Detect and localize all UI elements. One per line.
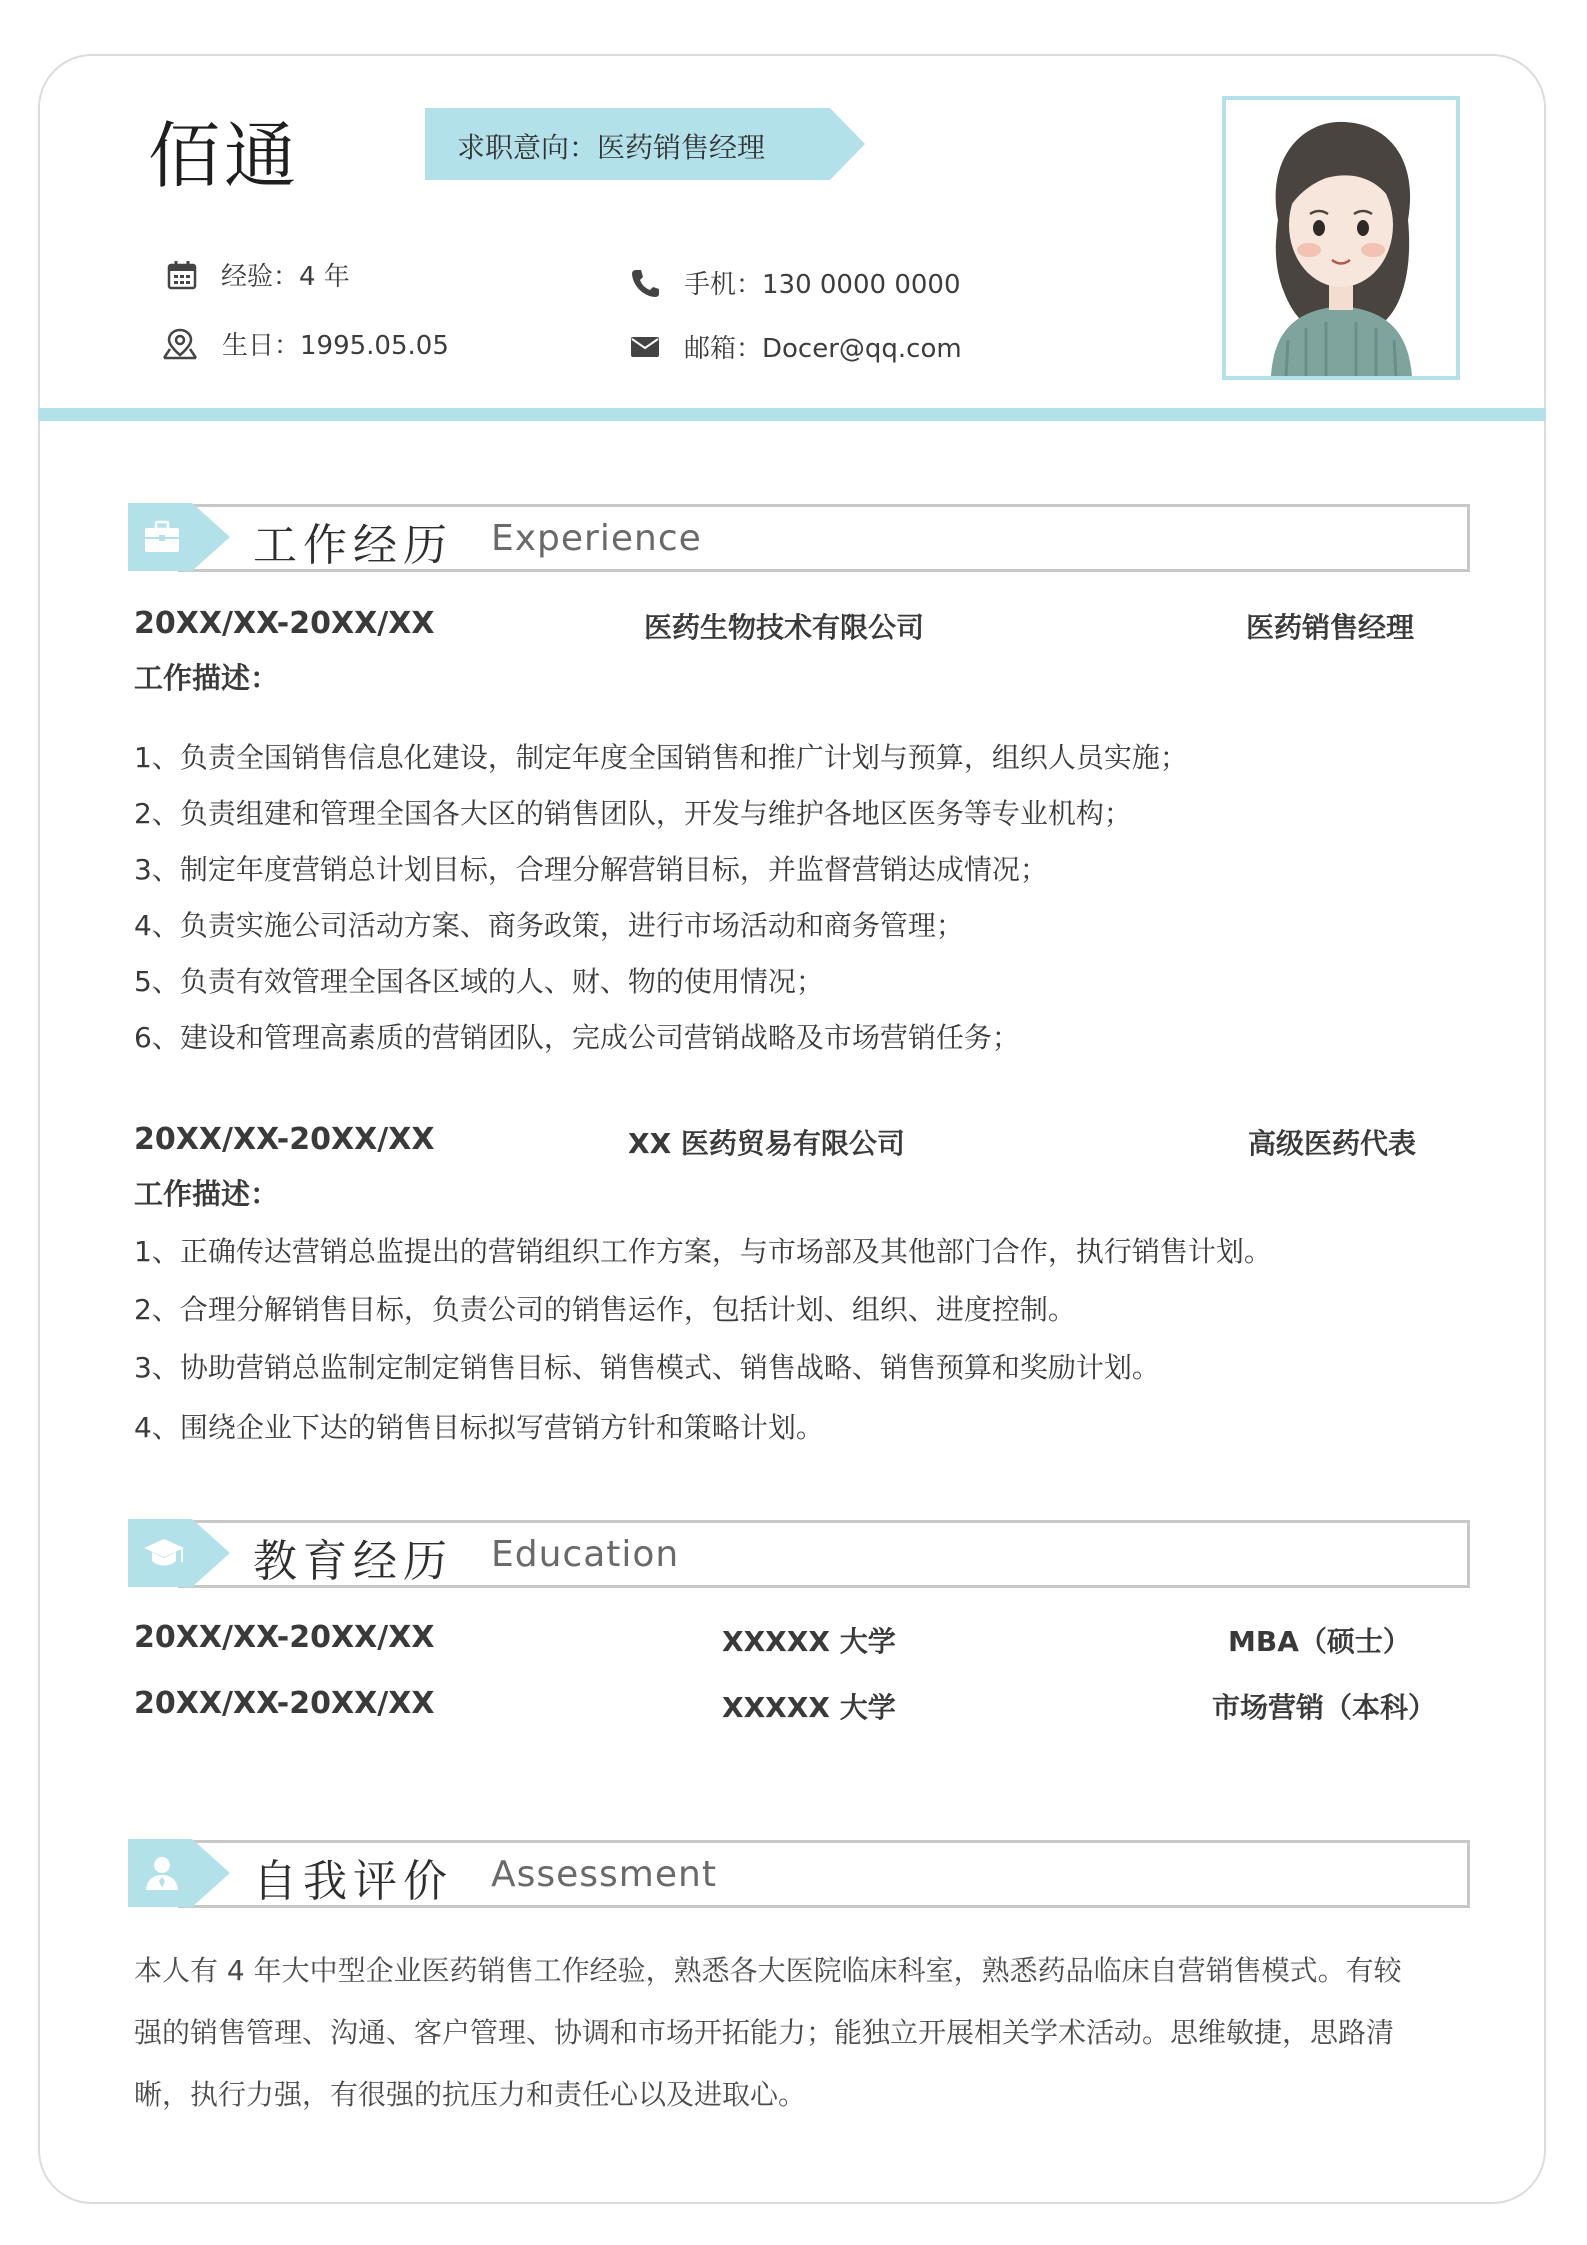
calendar-icon <box>165 258 199 292</box>
job-duty-item: 4、围绕企业下达的销售目标拟写营销方针和策略计划。 <box>134 1411 824 1444</box>
section-header-education <box>128 1520 1466 1586</box>
education-entry <box>134 1686 1437 1726</box>
job-duty-item: 6、建设和管理高素质的营销团队，完成公司营销战略及市场营销任务； <box>134 1021 1020 1054</box>
job-duty-item: 1、正确传达营销总监提出的营销组织工作方案，与市场部及其他部门合作，执行销售计划。 <box>134 1235 1272 1268</box>
section-title-zh: 教育经历 <box>253 1536 453 1587</box>
avatar <box>1226 100 1456 376</box>
job-duty-item: 3、制定年度营销总计划目标，合理分解营销目标，并监督营销达成情况； <box>134 853 1048 886</box>
job-entry-header <box>134 1122 1434 1162</box>
email-text: 邮箱：Docer@qq.com <box>684 334 962 364</box>
job-intent-tag <box>425 108 865 180</box>
section-title-en: Assessment <box>491 1854 717 1895</box>
job-desc-label: 工作描述： <box>134 1177 280 1211</box>
job-intent-text: 求职意向：医药销售经理 <box>457 131 766 164</box>
job-duty-item: 2、合理分解销售目标，负责公司的销售运作，包括计划、组织、进度控制。 <box>134 1293 1076 1326</box>
email-info <box>628 328 962 365</box>
education-entry <box>134 1620 1434 1660</box>
assessment-line: 强的销售管理、沟通、客户管理、协调和市场开拓能力；能独立开展相关学术活动。思维敏捷，思路清 <box>134 2016 1395 2049</box>
phone-text: 手机：130 0000 0000 <box>684 270 961 300</box>
assessment-line: 晰，执行力强，有很强的抗压力和责任心以及进取心。 <box>134 2078 807 2111</box>
job-duty-item: 5、负责有效管理全国各区域的人、财、物的使用情况； <box>134 965 824 998</box>
job-duty-item: 3、协助营销总监制定制定销售目标、销售模式、销售战略、销售预算和奖励计划。 <box>134 1351 1160 1384</box>
location-pin-icon <box>160 327 200 361</box>
job-position: 医药销售经理 <box>1246 611 1415 644</box>
job-duty-item: 2、负责组建和管理全国各大区的销售团队，开发与维护各地区医务等专业机构； <box>134 797 1132 830</box>
briefcase-icon <box>142 518 182 556</box>
section-title-en: Experience <box>491 518 702 559</box>
job-position: 高级医药代表 <box>1248 1127 1417 1160</box>
section-title-zh: 工作经历 <box>253 520 453 571</box>
phone-icon <box>628 266 662 300</box>
education-degree: MBA（硕士） <box>1228 1625 1411 1658</box>
education-period: 20XX/XX-20XX/XX <box>134 1620 435 1655</box>
job-period: 20XX/XX-20XX/XX <box>134 606 435 641</box>
header-divider-bar <box>38 408 1546 421</box>
birthday-info <box>160 325 449 362</box>
section-header-assessment <box>128 1840 1466 1906</box>
section-header-experience <box>128 504 1466 570</box>
job-company: 医药生物技术有限公司 <box>644 611 925 644</box>
birthday-text: 生日：1995.05.05 <box>222 331 449 361</box>
profile-photo <box>1222 96 1460 380</box>
person-icon <box>142 1854 182 1892</box>
experience-text: 经验：4 年 <box>221 262 350 292</box>
education-school: XXXXX 大学 <box>722 1625 896 1658</box>
job-duty-item: 4、负责实施公司活动方案、商务政策，进行市场活动和商务管理； <box>134 909 964 942</box>
assessment-line: 本人有 4 年大中型企业医药销售工作经验，熟悉各大医院临床科室，熟悉药品临床自营销售模式。有较 <box>134 1954 1402 1987</box>
education-period: 20XX/XX-20XX/XX <box>134 1686 435 1721</box>
job-entry-header <box>134 606 1434 646</box>
envelope-icon <box>628 330 662 364</box>
graduation-cap-icon <box>142 1534 182 1572</box>
job-period: 20XX/XX-20XX/XX <box>134 1122 435 1157</box>
job-company: XX 医药贸易有限公司 <box>628 1127 905 1160</box>
job-desc-label: 工作描述： <box>134 661 280 695</box>
job-duty-item: 1、负责全国销售信息化建设，制定年度全国销售和推广计划与预算，组织人员实施； <box>134 741 1188 774</box>
section-title-zh: 自我评价 <box>253 1856 453 1907</box>
experience-info <box>165 256 350 293</box>
education-degree: 市场营销（本科） <box>1212 1691 1437 1724</box>
candidate-name: 佰通 <box>148 114 301 198</box>
section-title-en: Education <box>491 1534 680 1575</box>
phone-info <box>628 264 961 301</box>
self-assessment-text <box>134 1940 1469 2126</box>
education-school: XXXXX 大学 <box>722 1691 896 1724</box>
